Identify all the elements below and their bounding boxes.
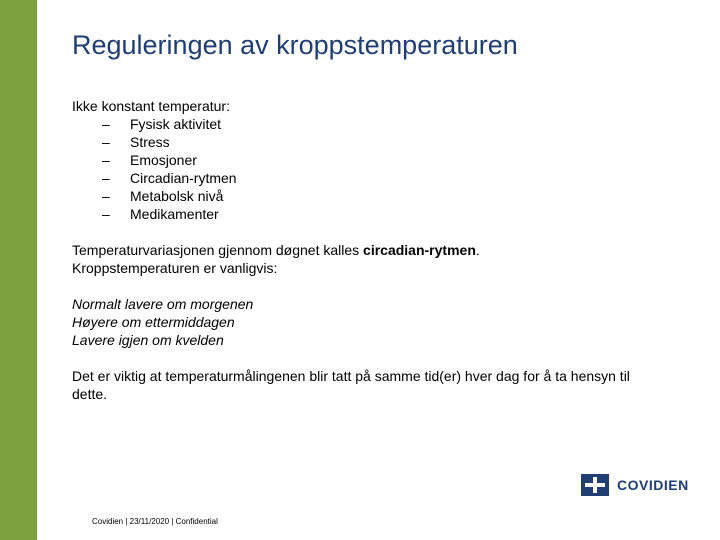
dash-bullet: – [102,116,110,132]
temperature-pattern [72,295,692,349]
circadian-line [72,241,692,259]
pattern-line: Normalt lavere om morgenen [72,296,254,312]
pattern-line: Høyere om ettermiddagen [72,314,235,330]
covidien-logo [581,474,689,496]
note-line: Det er viktig at temperaturmålingenen blir tatt på samme tid(er) hver dag for å ta hensyn til [72,368,630,384]
list-item [72,169,692,187]
pattern-line: Lavere igjen om kvelden [72,332,224,348]
spacer [72,277,692,295]
dash-bullet: – [102,134,110,150]
list-item-text: Fysisk aktivitet [130,116,222,132]
list-item [72,151,692,169]
list-item [72,115,692,133]
list-item [72,133,692,151]
accent-side-bar [0,0,37,540]
spacer [72,223,692,241]
circadian-suffix: . [475,242,480,258]
dash-bullet: – [102,188,110,204]
slide-body [72,97,692,403]
list-item-text: Circadian-rytmen [130,170,237,186]
bullet-list [72,115,692,223]
dash-bullet: – [102,152,110,168]
list-item-text: Metabolsk nivå [130,188,224,204]
circadian-term: circadian-rytmen [363,242,476,258]
circadian-prefix: Temperaturvariasjonen gjennom døgnet kalles [72,242,364,258]
list-item-text: Stress [130,134,170,150]
note-line: dette. [72,386,108,402]
dash-bullet: – [102,206,110,222]
list-item [72,205,692,223]
list-item-text: Emosjoner [130,152,197,168]
spacer [72,349,692,367]
dash-bullet: – [102,170,110,186]
slide-footer: Covidien | 23/11/2020 | Confidential [92,517,218,526]
usual-line: Kroppstemperaturen er vanligvis: [72,260,278,276]
slide-title: Reguleringen av kroppstemperaturen [72,30,518,60]
logo-text: COVIDIEN [617,477,689,493]
cross-icon [581,474,609,496]
list-item-text: Medikamenter [130,206,219,222]
intro-line: Ikke konstant temperatur: [72,98,230,114]
list-item [72,187,692,205]
